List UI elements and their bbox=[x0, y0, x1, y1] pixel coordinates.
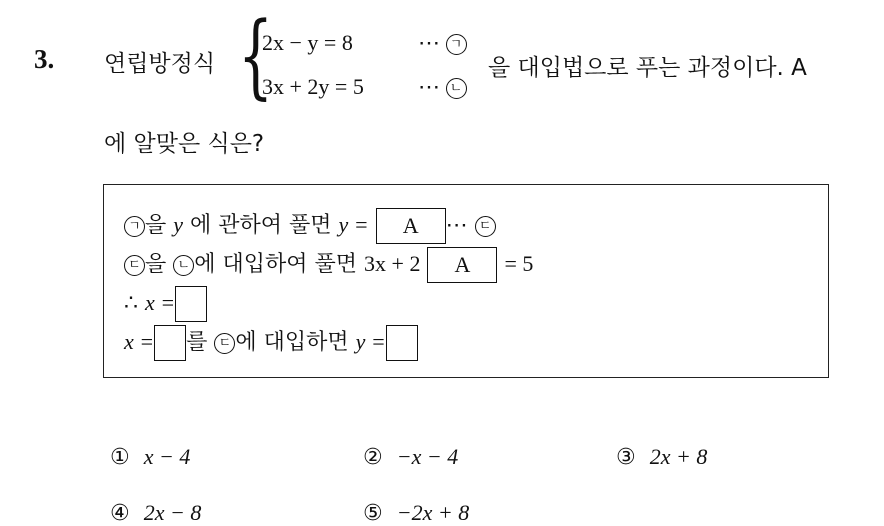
question-text-start: 연립방정식 bbox=[104, 51, 216, 77]
choice-3[interactable]: ③ 2x + 8 bbox=[616, 444, 708, 470]
choice-1[interactable]: ① x − 4 bbox=[110, 444, 191, 470]
circled-digeut: ㄷ bbox=[214, 333, 235, 354]
choice-2[interactable]: ② −x − 4 bbox=[363, 444, 459, 470]
circled-digeut: ㄷ bbox=[124, 255, 145, 276]
question-number: 3. bbox=[34, 44, 55, 74]
question-text-end: 을 대입법으로 푸는 과정이다. A bbox=[488, 55, 807, 81]
blank-box bbox=[175, 286, 207, 322]
blank-box bbox=[386, 325, 418, 361]
circled-nieun: ㄴ bbox=[446, 78, 467, 99]
solution-line-3: ∴ x = bbox=[124, 286, 207, 322]
answer-box-a: A bbox=[376, 208, 446, 244]
system-brace: { bbox=[238, 2, 274, 109]
equation-2: 3x + 2y = 5 bbox=[262, 74, 364, 99]
choice-4[interactable]: ④ 2x − 8 bbox=[110, 500, 202, 526]
question-text-line2: 에 알맞은 식은? bbox=[104, 131, 265, 157]
solution-line-2: ㄷ 을 ㄴ 에 대입하여 풀면 3x + 2 A = 5 bbox=[124, 247, 533, 283]
blank-box bbox=[154, 325, 186, 361]
solution-line-4: x = 를 ㄷ 에 대입하면 y = bbox=[124, 325, 418, 361]
circled-giyeok: ㄱ bbox=[124, 216, 145, 237]
equation-1: 2x − y = 8 bbox=[262, 30, 353, 55]
circled-nieun: ㄴ bbox=[173, 255, 194, 276]
equation-1-label: ⋯ ㄱ bbox=[418, 30, 467, 56]
equation-2-label: ⋯ ㄴ bbox=[418, 74, 467, 100]
solution-box bbox=[103, 184, 829, 378]
solution-line-1: ㄱ 을 y 에 관하여 풀면 y = A ⋯ ㄷ bbox=[124, 208, 496, 244]
circled-digeut: ㄷ bbox=[475, 216, 496, 237]
choice-5[interactable]: ⑤ −2x + 8 bbox=[363, 500, 470, 526]
answer-box-a: A bbox=[427, 247, 497, 283]
circled-giyeok: ㄱ bbox=[446, 34, 467, 55]
